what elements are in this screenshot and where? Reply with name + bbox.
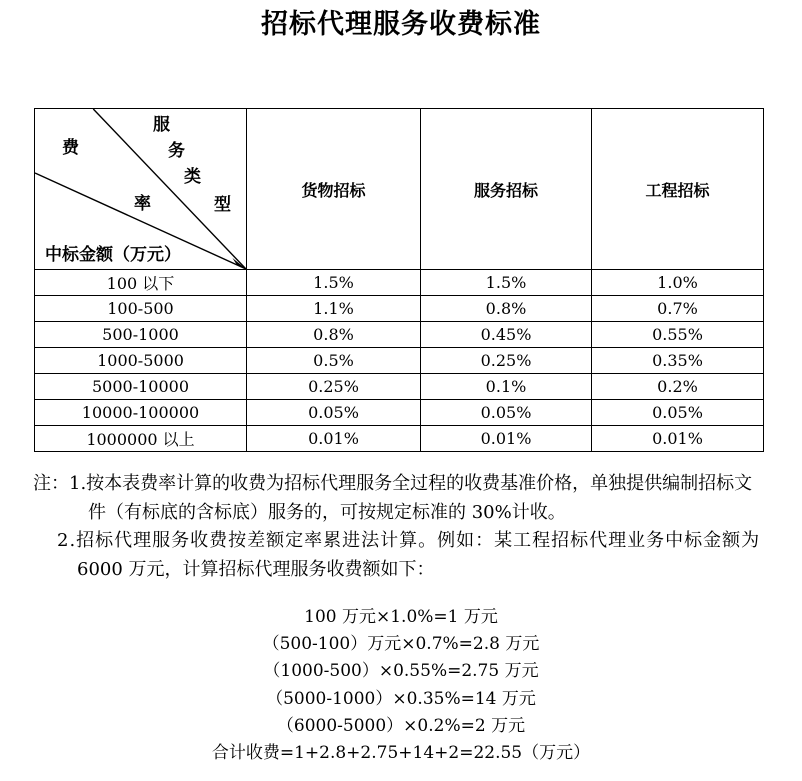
rate-cell: 0.1% (421, 374, 592, 400)
corner-label-service-2: 务 (168, 141, 185, 161)
rate-cell: 1.5% (421, 270, 592, 296)
rate-cell: 0.05% (247, 400, 421, 426)
rate-cell: 0.55% (592, 322, 764, 348)
row-label: 1000-5000 (35, 348, 247, 374)
corner-label-award-amount: 中标金额（万元） (45, 245, 181, 265)
table-row (35, 270, 764, 296)
rate-cell: 0.8% (421, 296, 592, 322)
table-row (35, 296, 764, 322)
rate-cell: 0.8% (247, 322, 421, 348)
row-label: 5000-10000 (35, 374, 247, 400)
table-row (35, 400, 764, 426)
rate-cell: 0.45% (421, 322, 592, 348)
rate-cell: 1.1% (247, 296, 421, 322)
row-label: 1000000 以上 (35, 426, 247, 452)
row-label: 100 以下 (35, 270, 247, 296)
corner-label-fee: 费 (62, 138, 79, 158)
rate-cell: 0.2% (592, 374, 764, 400)
corner-label-service-4: 型 (214, 195, 231, 215)
table-corner-cell (35, 109, 247, 270)
rate-cell: 0.01% (247, 426, 421, 452)
rate-cell: 0.05% (592, 400, 764, 426)
page-title: 招标代理服务收费标准 (261, 9, 541, 40)
rate-cell: 0.25% (247, 374, 421, 400)
rate-cell: 0.35% (592, 348, 764, 374)
rate-cell: 1.5% (247, 270, 421, 296)
calculation-example (0, 604, 802, 767)
note-line: 2.招标代理服务收费按差额定率累进法计算。例如：某工程招标代理业务中标金额为 (57, 530, 761, 551)
table-row (35, 322, 764, 348)
table-row (35, 348, 764, 374)
column-header-goods: 货物招标 (247, 109, 421, 270)
calc-line: （500-100）万元×0.7%=2.8 万元 (262, 634, 540, 655)
corner-label-rate: 率 (134, 194, 151, 214)
row-label: 10000-100000 (35, 400, 247, 426)
rate-cell: 0.25% (421, 348, 592, 374)
calc-line: （1000-500）×0.55%=2.75 万元 (263, 661, 539, 682)
note-line: 6000 万元，计算招标代理服务收费额如下： (77, 558, 435, 580)
row-label: 500-1000 (35, 322, 247, 348)
row-label: 100-500 (35, 296, 247, 322)
calc-line: 合计收费=1+2.8+2.75+14+2=22.55（万元） (211, 742, 591, 763)
calc-line: （6000-5000）×0.2%=2 万元 (276, 715, 526, 736)
rate-cell: 0.7% (592, 296, 764, 322)
note-line: 件（有标底的含标底）服务的，可按规定标准的 30%计收。 (88, 501, 566, 523)
column-header-engineering: 工程招标 (592, 109, 764, 270)
rate-cell: 0.5% (247, 348, 421, 374)
table-row (35, 426, 764, 452)
note-line: 注：1.按本表费率计算的收费为招标代理服务全过程的收费基准价格，单独提供编制招标文 (33, 473, 753, 494)
table-row (35, 374, 764, 400)
rate-cell: 1.0% (592, 270, 764, 296)
corner-label-service-1: 服 (153, 115, 170, 135)
calc-line: （5000-1000）×0.35%=14 万元 (266, 688, 536, 709)
table-header-row (35, 109, 764, 270)
rate-cell: 0.05% (421, 400, 592, 426)
rate-cell: 0.01% (592, 426, 764, 452)
calc-line: 100 万元×1.0%=1 万元 (304, 607, 498, 627)
rate-cell: 0.01% (421, 426, 592, 452)
fee-rate-table (34, 108, 764, 452)
notes-section (33, 470, 793, 584)
column-header-service: 服务招标 (421, 109, 592, 270)
corner-label-service-3: 类 (184, 167, 201, 187)
